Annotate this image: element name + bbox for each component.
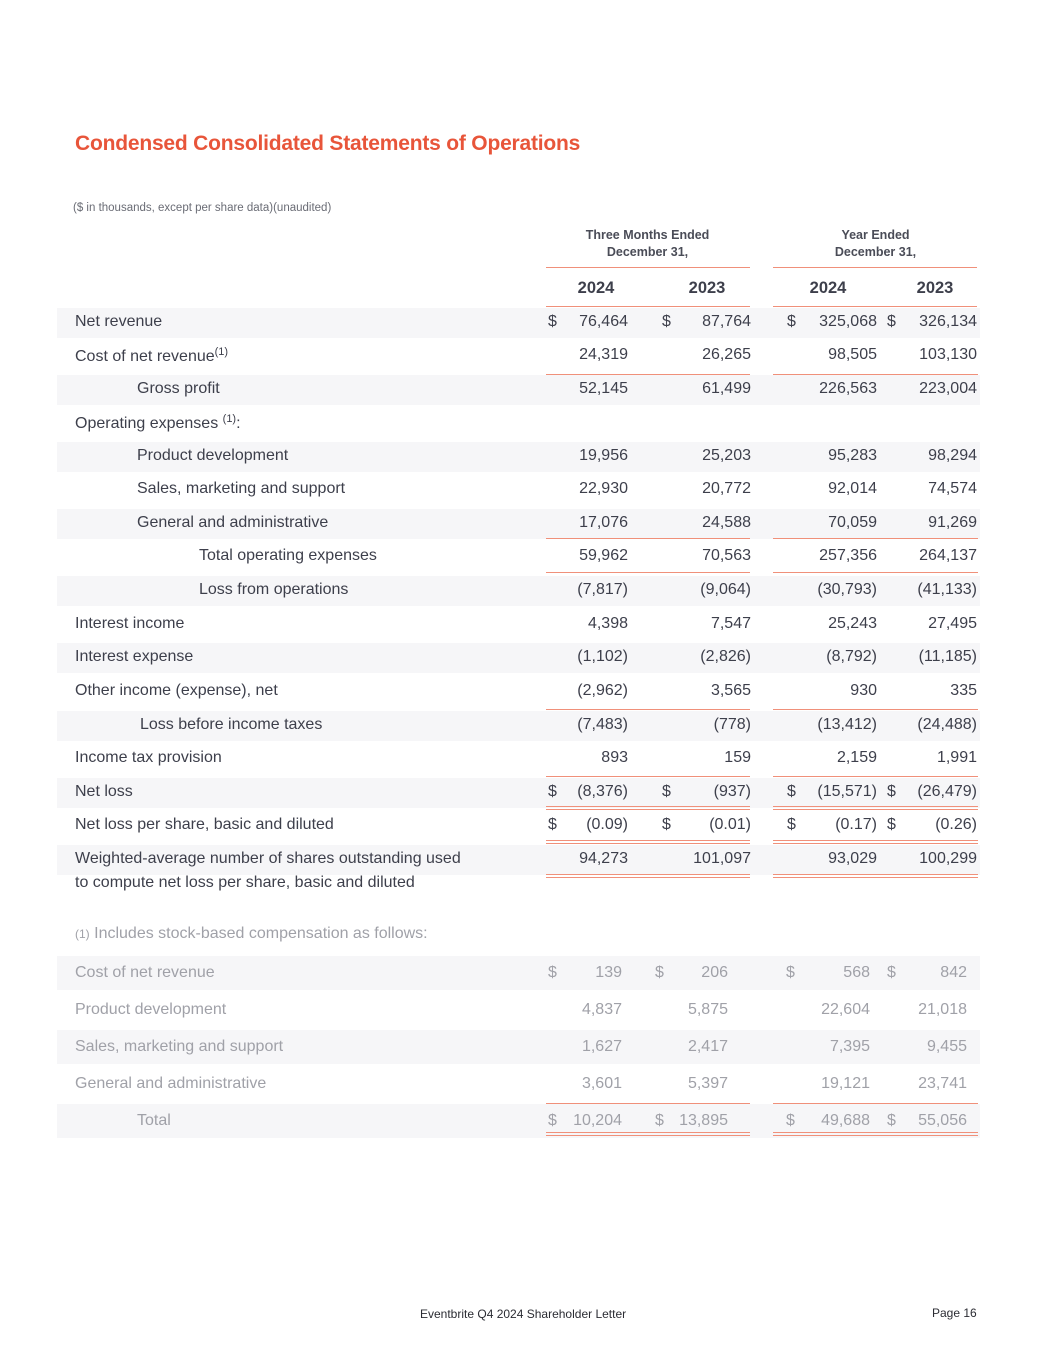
- currency-symbol: $: [887, 313, 896, 330]
- row-label-text: Cost of net revenue: [75, 348, 215, 365]
- currency-symbol: $: [887, 816, 896, 833]
- value: 93,029: [828, 850, 877, 867]
- value: (0.17): [835, 816, 877, 833]
- row-label: [75, 346, 228, 366]
- value-cell: [662, 749, 751, 769]
- row-label: [137, 380, 220, 398]
- value-cell: [662, 783, 751, 803]
- value-cell: [887, 783, 977, 803]
- table-row: [57, 542, 980, 572]
- currency-symbol: $: [548, 1112, 557, 1129]
- value-cell: [662, 480, 751, 500]
- header-three-months: [545, 227, 750, 261]
- value-cell: [787, 682, 877, 702]
- subtotal-rule: [546, 1103, 750, 1104]
- row-label: [75, 648, 193, 666]
- currency-symbol: $: [662, 783, 671, 800]
- currency-symbol: $: [548, 313, 557, 330]
- row-label: [137, 514, 328, 532]
- value-cell: [887, 648, 977, 668]
- value: (11,185): [918, 648, 977, 665]
- value-cell: [787, 850, 877, 870]
- footer-title: Eventbrite Q4 2024 Shareholder Letter: [420, 1307, 627, 1321]
- value-cell: [787, 313, 877, 333]
- value: (7,817): [577, 581, 628, 598]
- value-cell: [548, 816, 628, 836]
- table-row: [57, 677, 980, 707]
- value-cell: [548, 346, 628, 366]
- currency-symbol: $: [548, 816, 557, 833]
- subtotal-rule: [773, 1103, 978, 1104]
- value-cell: [786, 964, 870, 984]
- value-cell: [887, 615, 977, 635]
- table-row: [57, 1030, 980, 1064]
- table-row: [57, 442, 980, 472]
- value-cell: [548, 850, 628, 870]
- value: 91,269: [928, 514, 977, 531]
- value-cell: [548, 447, 628, 467]
- value-cell: [887, 1038, 967, 1058]
- value: 23,741: [918, 1075, 967, 1092]
- currency-symbol: $: [787, 783, 796, 800]
- currency-symbol: $: [887, 783, 896, 800]
- value: 4,398: [587, 615, 628, 632]
- table-row: [57, 744, 980, 774]
- page-subtitle: ($ in thousands, except per share data)(unaudited): [73, 202, 332, 214]
- value: (8,376): [577, 783, 628, 800]
- value-cell: [887, 1075, 967, 1095]
- table-row: [57, 643, 980, 673]
- value-cell: [662, 313, 751, 333]
- row-label: [75, 413, 241, 433]
- value-cell: [662, 648, 751, 668]
- value: 25,243: [828, 615, 877, 632]
- value-cell: [887, 816, 977, 836]
- subtotal-rule: [773, 572, 978, 573]
- value: 22,604: [821, 1001, 870, 1018]
- year-rule: [546, 306, 750, 307]
- double-rule: [546, 1132, 750, 1136]
- value: 226,563: [819, 380, 877, 397]
- value: 5,875: [687, 1001, 728, 1018]
- table-row: [57, 475, 980, 505]
- value-cell: [662, 682, 751, 702]
- value: (24,488): [917, 716, 977, 733]
- currency-symbol: $: [887, 964, 896, 981]
- value: 21,018: [918, 1001, 967, 1018]
- value-cell: [787, 816, 877, 836]
- value-cell: [662, 380, 751, 400]
- value: 100,299: [919, 850, 977, 867]
- value: 325,068: [819, 313, 877, 330]
- subtotal-rule: [546, 374, 750, 375]
- row-label: Sales, marketing and support: [75, 1038, 284, 1055]
- year-header: 2024: [577, 279, 615, 297]
- row-label-suffix: :: [236, 415, 241, 432]
- value-cell: [548, 380, 628, 400]
- value: 17,076: [579, 514, 628, 531]
- value-cell: [655, 1112, 728, 1132]
- value-cell: [887, 447, 977, 467]
- value: 13,895: [679, 1112, 728, 1129]
- value-cell: [548, 648, 628, 668]
- value: (778): [713, 716, 751, 733]
- value: 19,121: [821, 1075, 870, 1092]
- subtotal-rule: [773, 374, 978, 375]
- table-row: [57, 509, 980, 539]
- row-label: [137, 480, 345, 498]
- currency-symbol: $: [655, 964, 664, 981]
- value-cell: [887, 313, 977, 333]
- value-cell: [786, 1112, 870, 1132]
- double-rule: [773, 840, 978, 844]
- row-label: Total: [137, 1112, 171, 1129]
- currency-symbol: $: [662, 816, 671, 833]
- footnote-ref: (1): [222, 413, 237, 425]
- value: 893: [601, 749, 628, 766]
- row-label: [75, 850, 461, 892]
- header-year-ended-line2: December 31,: [834, 245, 917, 259]
- value: (30,793): [817, 581, 877, 598]
- footnote-ref: (1): [214, 346, 229, 358]
- value: 24,588: [702, 514, 751, 531]
- value-cell: [548, 1038, 622, 1058]
- value-cell: [887, 964, 967, 984]
- double-rule: [546, 806, 750, 810]
- value-cell: [887, 1001, 967, 1021]
- row-label: [75, 313, 162, 331]
- value: 139: [595, 964, 622, 981]
- value: 7,395: [829, 1038, 870, 1055]
- value-cell: [655, 1038, 728, 1058]
- value-cell: [887, 850, 977, 870]
- table-row: [57, 341, 980, 371]
- value: (13,412): [817, 716, 877, 733]
- value-cell: [655, 1075, 728, 1095]
- value-cell: [887, 514, 977, 534]
- row-label: [140, 716, 322, 734]
- value: 842: [940, 964, 967, 981]
- table-row: [57, 845, 980, 891]
- header-rule: [773, 267, 977, 268]
- row-label-text: Other income (expense), net: [75, 682, 278, 699]
- value: (0.01): [709, 816, 751, 833]
- value-cell: [787, 447, 877, 467]
- value: (937): [713, 783, 751, 800]
- value: 206: [701, 964, 728, 981]
- value-cell: [662, 547, 751, 567]
- value: 257,356: [819, 547, 877, 564]
- year-header: 2023: [916, 279, 954, 297]
- value: 70,059: [828, 514, 877, 531]
- value-cell: [787, 346, 877, 366]
- value-cell: [887, 346, 977, 366]
- value: 103,130: [919, 346, 977, 363]
- value-cell: [662, 716, 751, 736]
- currency-symbol: $: [786, 964, 795, 981]
- row-label-text: Income tax provision: [75, 749, 222, 766]
- value-cell: [662, 447, 751, 467]
- footer-page-number: Page 16: [932, 1306, 977, 1320]
- value: 3,565: [710, 682, 751, 699]
- table-row: [57, 308, 980, 338]
- value-cell: [548, 413, 628, 433]
- value-cell: [887, 547, 977, 567]
- double-rule: [773, 1132, 978, 1136]
- value-cell: [787, 380, 877, 400]
- value: 20,772: [702, 480, 751, 497]
- value: (26,479): [917, 783, 977, 800]
- row-label: [75, 749, 222, 767]
- row-label-text: Weighted-average number of shares outstanding used: [75, 850, 461, 867]
- value-cell: [662, 346, 751, 366]
- value-cell: [887, 380, 977, 400]
- value-cell: [548, 547, 628, 567]
- value: 95,283: [828, 447, 877, 464]
- currency-symbol: $: [787, 816, 796, 833]
- row-label-text: Sales, marketing and support: [137, 480, 346, 497]
- table-row: [57, 778, 980, 808]
- header-rule: [546, 267, 750, 268]
- value-cell: [787, 547, 877, 567]
- subtotal-rule: [546, 709, 750, 710]
- value: 159: [724, 749, 751, 766]
- value: 19,956: [579, 447, 628, 464]
- table-row: [57, 993, 980, 1027]
- table-row: [57, 375, 980, 405]
- value: (1,102): [577, 648, 628, 665]
- header-three-months-line1: Three Months Ended: [585, 228, 710, 242]
- row-label-continued: to compute net loss per share, basic and diluted: [75, 874, 415, 891]
- double-rule: [546, 840, 750, 844]
- value-cell: [787, 783, 877, 803]
- row-label-text: Operating expenses: [75, 415, 223, 432]
- value: 61,499: [702, 380, 751, 397]
- subtotal-rule: [773, 776, 978, 777]
- row-label: [75, 615, 184, 633]
- year-header: 2023: [688, 279, 726, 297]
- value: 87,764: [702, 313, 751, 330]
- value-cell: [548, 514, 628, 534]
- value-cell: [662, 581, 751, 601]
- value: 568: [843, 964, 870, 981]
- value: 326,134: [919, 313, 977, 330]
- value: 930: [850, 682, 877, 699]
- value-cell: [887, 749, 977, 769]
- page-title: Condensed Consolidated Statements of Operations: [75, 132, 581, 155]
- value: 74,574: [928, 480, 977, 497]
- value: 223,004: [919, 380, 977, 397]
- row-label-text: Net loss per share, basic and diluted: [75, 816, 334, 833]
- value-cell: [548, 964, 622, 984]
- value-cell: [655, 1001, 728, 1021]
- row-label-text: Loss from operations: [199, 581, 349, 598]
- value: 1,991: [936, 749, 977, 766]
- footnote-marker: (1): [75, 927, 90, 941]
- value: 3,601: [581, 1075, 622, 1092]
- row-label-text: Gross profit: [137, 380, 220, 397]
- table-row: [57, 576, 980, 606]
- value: 2,417: [687, 1038, 728, 1055]
- value-cell: [887, 1112, 967, 1132]
- value-cell: [548, 749, 628, 769]
- value: 94,273: [579, 850, 628, 867]
- currency-symbol: $: [787, 313, 796, 330]
- subtotal-rule: [546, 538, 750, 539]
- currency-symbol: $: [887, 1112, 896, 1129]
- value: 22,930: [579, 480, 628, 497]
- value: 2,159: [836, 749, 877, 766]
- value-cell: [662, 850, 751, 870]
- currency-symbol: $: [655, 1112, 664, 1129]
- header-year-ended-line1: Year Ended: [841, 228, 910, 242]
- row-label: General and administrative: [75, 1075, 267, 1092]
- value-cell: [787, 749, 877, 769]
- value-cell: [548, 682, 628, 702]
- row-label: [75, 783, 133, 801]
- value: 49,688: [821, 1112, 870, 1129]
- value: (2,962): [577, 682, 628, 699]
- value: 76,464: [579, 313, 628, 330]
- value-cell: [787, 480, 877, 500]
- value: (15,571): [817, 783, 877, 800]
- value-cell: [548, 480, 628, 500]
- value: 101,097: [693, 850, 751, 867]
- value-cell: [786, 1038, 870, 1058]
- row-label: [199, 547, 377, 565]
- row-label-text: Loss before income taxes: [140, 716, 323, 733]
- value-cell: [662, 413, 751, 433]
- row-label-text: Product development: [137, 447, 289, 464]
- row-label-text: General and administrative: [137, 514, 329, 531]
- value-cell: [787, 514, 877, 534]
- currency-symbol: $: [662, 313, 671, 330]
- subtotal-rule: [773, 709, 978, 710]
- footnote-heading: [75, 925, 428, 943]
- year-header: 2024: [809, 279, 847, 297]
- value-cell: [548, 1001, 622, 1021]
- value: 92,014: [828, 480, 877, 497]
- value: 1,627: [581, 1038, 622, 1055]
- value: 25,203: [702, 447, 751, 464]
- subtotal-rule: [773, 538, 978, 539]
- value: 7,547: [710, 615, 751, 632]
- value-cell: [548, 1112, 622, 1132]
- value: 98,505: [828, 346, 877, 363]
- value: (8,792): [826, 648, 877, 665]
- value-cell: [548, 716, 628, 736]
- value-cell: [887, 716, 977, 736]
- value-cell: [887, 682, 977, 702]
- value-cell: [787, 413, 877, 433]
- table-row: [57, 610, 980, 640]
- value: 59,962: [579, 547, 628, 564]
- value: 70,563: [702, 547, 751, 564]
- value-cell: [655, 964, 728, 984]
- value-cell: [662, 816, 751, 836]
- value: (2,826): [700, 648, 751, 665]
- value-cell: [787, 615, 877, 635]
- value-cell: [787, 581, 877, 601]
- row-label: Product development: [75, 1001, 227, 1018]
- value-cell: [548, 783, 628, 803]
- value: 26,265: [702, 346, 751, 363]
- currency-symbol: $: [548, 964, 557, 981]
- value-cell: [787, 648, 877, 668]
- value: (9,064): [700, 581, 751, 598]
- value: (41,133): [917, 581, 977, 598]
- subtotal-rule: [546, 776, 750, 777]
- value-cell: [887, 480, 977, 500]
- footnote-text: Includes stock-based compensation as follows:: [89, 925, 428, 942]
- row-label-text: Interest income: [75, 615, 185, 632]
- value: 264,137: [919, 547, 977, 564]
- row-label-text: Interest expense: [75, 648, 194, 665]
- value: 52,145: [579, 380, 628, 397]
- double-rule: [773, 874, 978, 878]
- header-three-months-line2: December 31,: [606, 245, 689, 259]
- value: (0.09): [586, 816, 628, 833]
- currency-symbol: $: [786, 1112, 795, 1129]
- value-cell: [786, 1075, 870, 1095]
- row-label-text: Net revenue: [75, 313, 163, 330]
- value-cell: [887, 413, 977, 433]
- value-cell: [887, 581, 977, 601]
- value: 4,837: [581, 1001, 622, 1018]
- subtotal-rule: [546, 572, 750, 573]
- value: 27,495: [928, 615, 977, 632]
- table-row: [57, 956, 980, 990]
- row-label-text: Net loss: [75, 783, 133, 800]
- double-rule: [546, 874, 750, 878]
- row-label: [75, 682, 278, 700]
- row-label: Cost of net revenue: [75, 964, 215, 981]
- value-cell: [548, 615, 628, 635]
- value: 9,455: [926, 1038, 967, 1055]
- value-cell: [548, 581, 628, 601]
- row-label: [199, 581, 348, 599]
- table-row: [57, 811, 980, 841]
- double-rule: [773, 806, 978, 810]
- table-row: [57, 1067, 980, 1101]
- currency-symbol: $: [548, 783, 557, 800]
- value-cell: [662, 514, 751, 534]
- value-cell: [662, 615, 751, 635]
- value: 335: [950, 682, 977, 699]
- row-label-text: Total operating expenses: [199, 547, 377, 564]
- value-cell: [786, 1001, 870, 1021]
- value: 24,319: [579, 346, 628, 363]
- value: 10,204: [573, 1112, 622, 1129]
- row-label: [137, 447, 288, 465]
- row-label: [75, 816, 334, 834]
- table-row: [57, 408, 980, 438]
- value-cell: [787, 716, 877, 736]
- value-cell: [548, 313, 628, 333]
- value: 5,397: [687, 1075, 728, 1092]
- value: (0.26): [935, 816, 977, 833]
- value: 55,056: [918, 1112, 967, 1129]
- header-year-ended: [773, 227, 978, 261]
- year-rule: [773, 306, 977, 307]
- value-cell: [548, 1075, 622, 1095]
- table-row: [57, 711, 980, 741]
- value: (7,483): [577, 716, 628, 733]
- value: 98,294: [928, 447, 977, 464]
